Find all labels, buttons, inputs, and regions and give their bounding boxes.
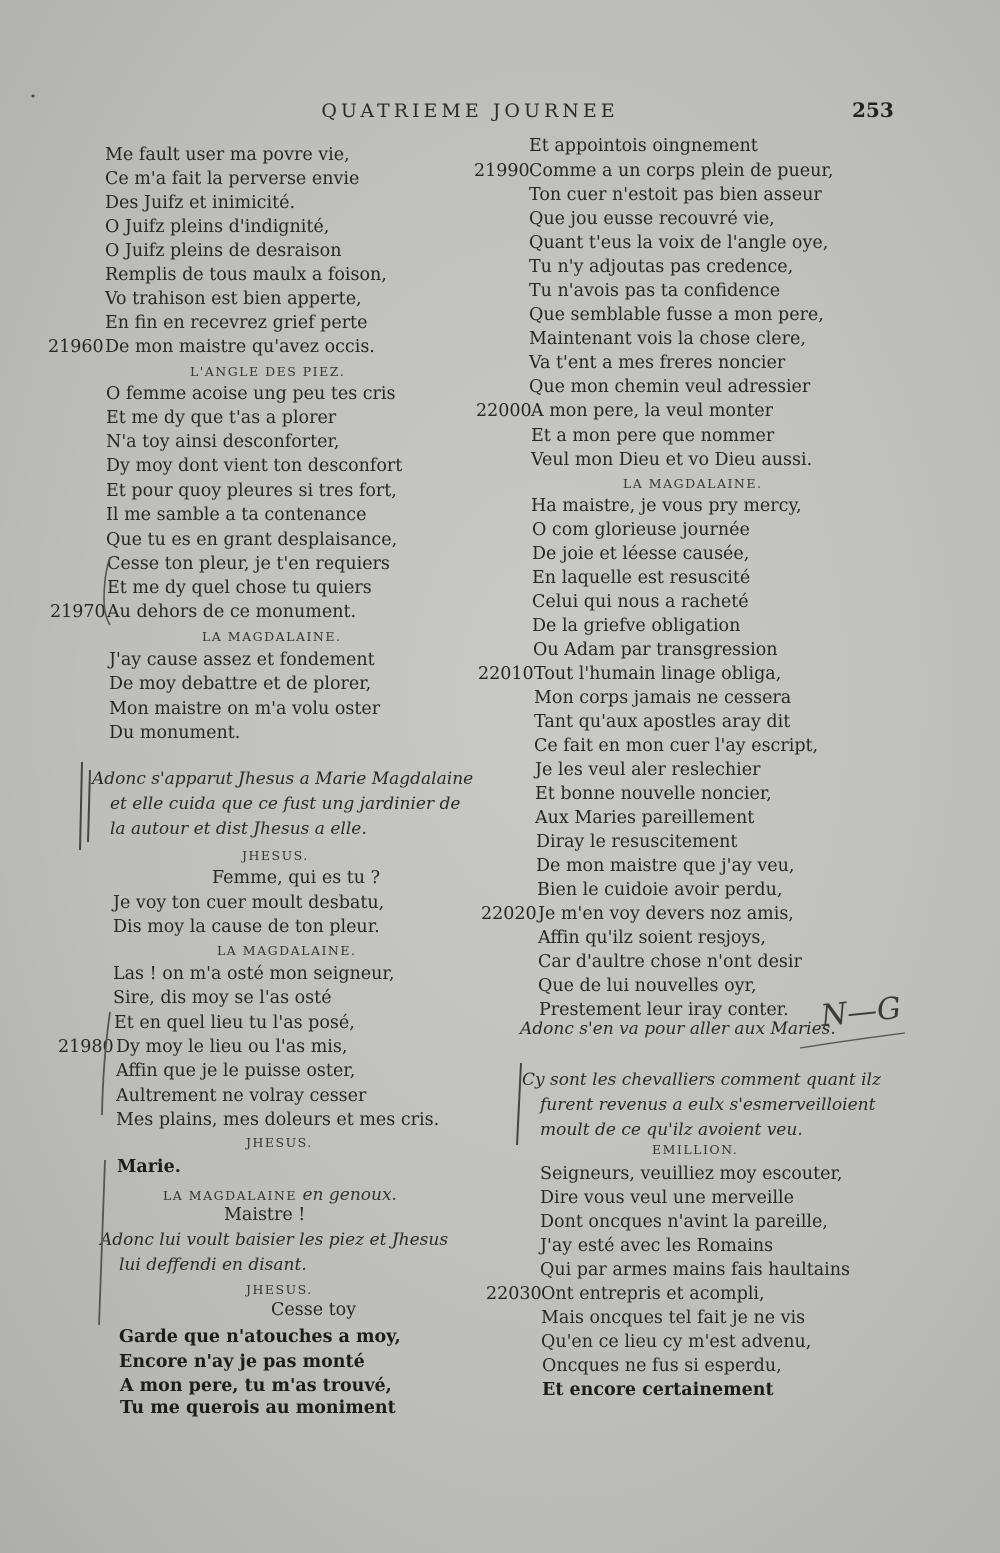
pencil-bracket <box>102 1012 110 1115</box>
verse-line: Et me dy que t'as a plorer <box>106 408 337 428</box>
verse-line: Quant t'eus la voix de l'angle oye, <box>529 233 829 253</box>
verse-line: Va t'ent a mes freres noncier <box>529 353 786 373</box>
verse-line: Marie. <box>117 1157 181 1177</box>
verse-line: Dire vous veul une merveille <box>540 1188 794 1208</box>
speaker-name: EMILLION. <box>652 1142 739 1157</box>
speaker-name: L'ANGLE DES PIEZ. <box>190 364 346 379</box>
verse-line: Encore n'ay je pas monté <box>119 1352 365 1372</box>
verse-line: Ha maistre, je vous pry mercy, <box>531 496 802 516</box>
verse-line: Dy moy dont vient ton desconfort <box>106 456 403 476</box>
verse-line: N'a toy ainsi desconforter, <box>106 432 340 452</box>
verse-line: Bien le cuidoie avoir perdu, <box>537 880 783 900</box>
verse-line: Mes plains, mes doleurs et mes cris. <box>116 1110 440 1130</box>
verse-line: Celui qui nous a racheté <box>532 592 749 612</box>
verse-line: Ce m'a fait la perverse envie <box>105 169 360 189</box>
stage-direction: Cy sont les chevalliers comment quant ilz <box>522 1070 881 1090</box>
verse-line: Ton cuer n'estoit pas bien asseur <box>529 185 822 205</box>
verse-line: O Juifz pleins de desraison <box>105 241 342 261</box>
verse-line: Veul mon Dieu et vo Dieu aussi. <box>531 450 813 470</box>
verse-line: Que jou eusse recouvré vie, <box>529 209 775 229</box>
verse-line: Et encore certainement <box>542 1380 774 1400</box>
verse-line: Tu n'avois pas ta confidence <box>529 281 781 301</box>
stage-direction: et elle cuida que ce fust ung jardinier de <box>110 794 461 814</box>
line-number: 21980 <box>58 1037 114 1057</box>
verse-line: O femme acoise ung peu tes cris <box>106 384 396 404</box>
verse-line: Tant qu'aux apostles aray dit <box>534 712 791 732</box>
verse-line: Qui par armes mains fais haultains <box>540 1260 851 1280</box>
pencil-bar <box>88 770 90 842</box>
stage-direction: furent revenus a eulx s'esmerveilloient <box>540 1095 876 1115</box>
pencil-bar <box>517 1063 521 1145</box>
line-number: 22010 <box>478 664 534 684</box>
stage-direction: Adonc s'apparut Jhesus a Marie Magdalaine <box>92 769 474 789</box>
verse-line: Mon maistre on m'a volu oster <box>109 699 381 719</box>
verse-line: Oncques ne fus si esperdu, <box>542 1356 782 1376</box>
speaker-direction: en genoux. <box>302 1185 397 1205</box>
verse-line: Il me samble a ta contenance <box>106 505 367 525</box>
speaker-name: JHESUS. <box>246 1282 313 1297</box>
line-number: 22030 <box>486 1284 542 1304</box>
stray-mark <box>32 95 35 98</box>
line-number: 21990 <box>474 161 530 181</box>
verse-line: Me fault user ma povre vie, <box>105 145 350 165</box>
pencil-bracket <box>104 557 110 625</box>
speaker-name: JHESUS. <box>246 1135 313 1150</box>
verse-line: Tu n'y adjoutas pas credence, <box>529 257 794 277</box>
verse-line: Qu'en ce lieu cy m'est advenu, <box>541 1332 812 1352</box>
verse-line: Dont oncques n'avint la pareille, <box>540 1212 828 1232</box>
verse-line: Et appointois oingnement <box>529 136 758 156</box>
verse-line: Ou Adam par transgression <box>533 640 778 660</box>
handwritten-note: N—G <box>819 990 903 1034</box>
verse-line: De la griefve obligation <box>532 616 741 636</box>
line-number: 21960 <box>48 337 104 357</box>
pencil-underline <box>800 1033 905 1048</box>
verse-line: Mais oncques tel fait je ne vis <box>541 1308 806 1328</box>
verse-line: De mon maistre que j'ay veu, <box>536 856 795 876</box>
verse-line: Car d'aultre chose n'ont desir <box>538 952 802 972</box>
verse-line: J'ay esté avec les Romains <box>540 1236 774 1256</box>
verse-line: Affin qu'ilz soient resjoys, <box>538 928 766 948</box>
verse-line: Que de lui nouvelles oyr, <box>538 976 757 996</box>
verse-line: Je m'en voy devers noz amis, <box>538 904 794 924</box>
verse-line: Aultrement ne volray cesser <box>116 1086 367 1106</box>
verse-line: Cesse ton pleur, je t'en requiers <box>107 554 390 574</box>
verse-line: Des Juifz et inimicité. <box>105 193 296 213</box>
verse-line: Maistre ! <box>224 1205 306 1225</box>
speaker-label: LA MAGDALAINE <box>163 1188 297 1203</box>
verse-line: Diray le resuscitement <box>536 832 738 852</box>
verse-line: En fin en recevrez grief perte <box>105 313 368 333</box>
verse-line: Je voy ton cuer moult desbatu, <box>113 893 385 913</box>
verse-line: Garde que n'atouches a moy, <box>119 1327 401 1347</box>
page-number: 253 <box>852 98 894 122</box>
stage-direction: moult de ce qu'ilz avoient veu. <box>540 1120 803 1140</box>
verse-line: Femme, qui es tu ? <box>212 868 380 888</box>
speaker-name: LA MAGDALAINE. <box>202 629 342 644</box>
stage-direction: la autour et dist Jhesus a elle. <box>110 819 367 839</box>
verse-line: De mon maistre qu'avez occis. <box>105 337 375 357</box>
verse-line: Et a mon pere que nommer <box>531 426 775 446</box>
verse-line: O com glorieuse journée <box>532 520 750 540</box>
speaker-name: LA MAGDALAINE. <box>217 943 357 958</box>
running-header: QUATRIEME JOURNEE <box>321 100 619 122</box>
pencil-bar <box>80 762 82 850</box>
verse-line: Ce fait en mon cuer l'ay escript, <box>534 736 819 756</box>
speaker-name: JHESUS. <box>242 848 309 863</box>
pencil-bar <box>99 1160 105 1325</box>
verse-line: En laquelle est resuscité <box>532 568 751 588</box>
line-number: 22000 <box>476 401 532 421</box>
verse-line: Du monument. <box>109 723 241 743</box>
verse-line: J'ay cause assez et fondement <box>109 650 375 670</box>
verse-line: O Juifz pleins d'indignité, <box>105 217 330 237</box>
verse-line: Au dehors de ce monument. <box>107 602 357 622</box>
verse-line: A mon pere, tu m'as trouvé, <box>120 1376 392 1396</box>
verse-line: Ont entrepris et acompli, <box>541 1284 765 1304</box>
stage-direction: Adonc s'en va pour aller aux Maries. <box>520 1019 836 1039</box>
verse-line: Tu me querois au moniment <box>120 1398 396 1418</box>
verse-line: De moy debattre et de plorer, <box>109 674 372 694</box>
verse-line: Dy moy le lieu ou l'as mis, <box>116 1037 348 1057</box>
verse-line: A mon pere, la veul monter <box>531 401 773 421</box>
stage-direction: Adonc lui voult baisier les piez et Jhesus <box>100 1230 449 1250</box>
verse-line: Que mon chemin veul adressier <box>529 377 811 397</box>
verse-line: Que semblable fusse a mon pere, <box>529 305 824 325</box>
verse-line: Et en quel lieu tu l'as posé, <box>114 1013 355 1033</box>
verse-line: Sire, dis moy se l'as osté <box>113 988 332 1008</box>
verse-line: Seigneurs, veuilliez moy escouter, <box>540 1164 843 1184</box>
verse-line: Las ! on m'a osté mon seigneur, <box>113 964 395 984</box>
verse-line: Prestement leur iray conter. <box>539 1000 789 1020</box>
verse-line: Et pour quoy pleures si tres fort, <box>106 481 397 501</box>
verse-line: Je les veul aler reslechier <box>535 760 761 780</box>
line-number: 21970 <box>50 602 106 622</box>
verse-line: Tout l'humain linage obliga, <box>534 664 782 684</box>
verse-line: Dis moy la cause de ton pleur. <box>113 917 380 937</box>
verse-line: Que tu es en grant desplaisance, <box>106 530 398 550</box>
verse-line: Et me dy quel chose tu quiers <box>107 578 372 598</box>
verse-line: Et bonne nouvelle noncier, <box>535 784 772 804</box>
verse-line: Comme a un corps plein de pueur, <box>529 161 834 181</box>
verse-line: Remplis de tous maulx a foison, <box>105 265 387 285</box>
verse-line: Aux Maries pareillement <box>535 808 755 828</box>
verse-line: Vo trahison est bien apperte, <box>105 289 362 309</box>
stage-direction: lui deffendi en disant. <box>119 1255 307 1275</box>
line-number: 22020 <box>481 904 537 924</box>
verse-line: Maintenant vois la chose clere, <box>529 329 806 349</box>
verse-line: Cesse toy <box>271 1300 357 1320</box>
verse-line: Affin que je le puisse oster, <box>116 1061 356 1081</box>
speaker-name: LA MAGDALAINE. <box>623 476 763 491</box>
verse-line: Mon corps jamais ne cessera <box>534 688 792 708</box>
verse-line: De joie et léesse causée, <box>532 544 750 564</box>
